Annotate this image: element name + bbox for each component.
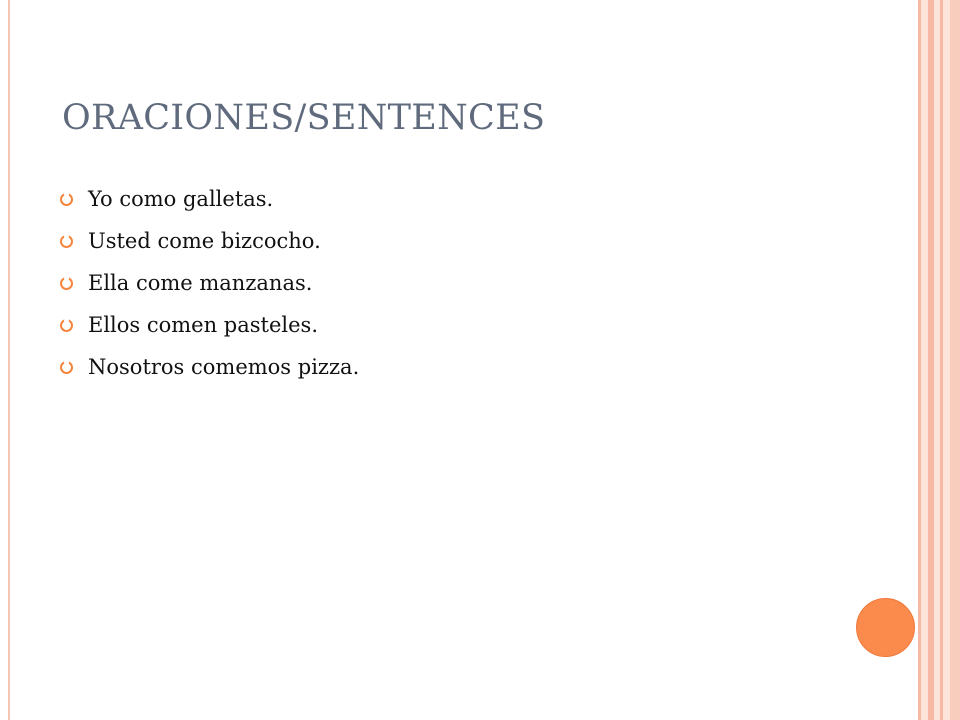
bullet-text: Nosotros comemos pizza. [88,355,360,379]
ring-bullet-icon [60,319,73,332]
ring-bullet-icon [60,361,73,374]
ring-bullet-icon [60,277,73,290]
bullet-text: Ella come manzanas. [88,271,313,295]
bullet-text: Yo como galletas. [88,187,274,211]
ring-bullet-icon [60,235,73,248]
bullet-text: Usted come bizcocho. [88,229,321,253]
right-stripe-2 [928,0,934,720]
orange-circle-decoration [856,598,915,657]
right-stripe-1 [918,0,921,720]
list-item [60,220,359,262]
bullet-list [60,178,359,388]
right-stripe-4 [950,0,960,720]
ring-bullet-icon [60,193,73,206]
list-item [60,178,359,220]
left-border-line [8,0,10,720]
slide-title: ORACIONES/SENTENCES [62,98,546,138]
list-item [60,304,359,346]
list-item [60,346,359,388]
right-stripe-3 [940,0,943,720]
list-item [60,262,359,304]
bullet-text: Ellos comen pasteles. [88,313,319,337]
